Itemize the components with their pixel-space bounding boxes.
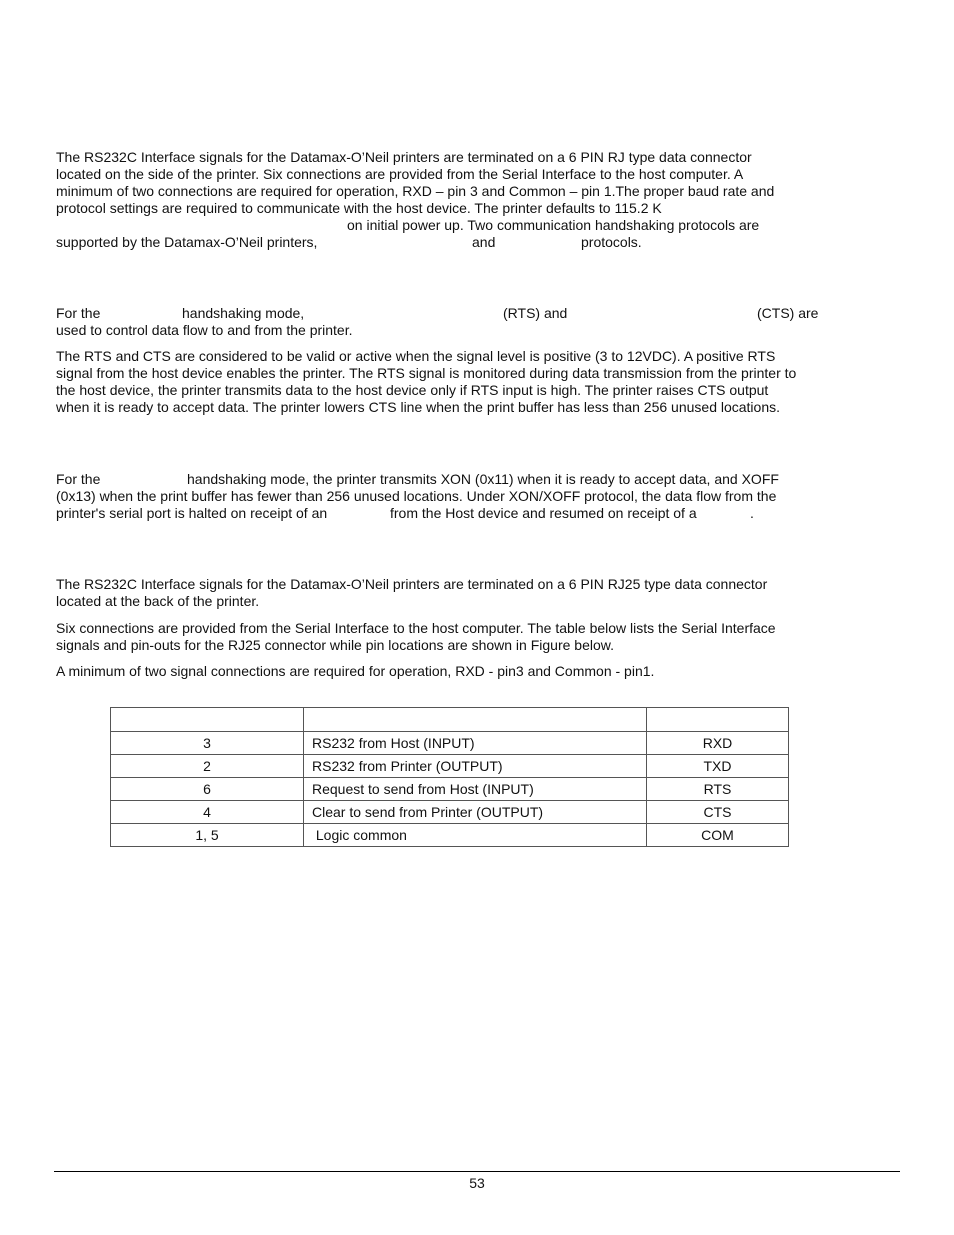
signal-cell: CTS [647,801,789,824]
text-fragment: and [472,234,496,250]
description-cell: Request to send from Host (INPUT) [304,778,647,801]
paragraph-line: The RTS and CTS are considered to be valid or active when the signal level is positive (3 to 12VDC). A positive RTS [56,348,776,364]
signal-cell: TXD [647,755,789,778]
text-fragment: from the Host device and resumed on receipt of a [390,505,697,521]
paragraph-line: minimum of two connections are required for operation, RXD – pin 3 and Common – pin 1.The proper baud rate and [56,183,775,199]
table-row [111,801,789,824]
paragraph-line: used to control data flow to and from the printer. [56,322,353,338]
signal-cell: COM [647,824,789,847]
pin-cell: 2 [111,755,304,778]
pin-table [110,707,789,847]
text-fragment: For the [56,471,101,487]
header-cell [647,708,789,732]
signal-cell: RTS [647,778,789,801]
paragraph-line: when it is ready to accept data. The printer lowers CTS line when the print buffer has less than 256 unused locations. [56,399,781,415]
description-cell: Clear to send from Printer (OUTPUT) [304,801,647,824]
table-row [111,755,789,778]
paragraph-line: A minimum of two signal connections are required for operation, RXD - pin3 and Common - pin1. [56,663,655,679]
text-fragment: handshaking mode, the printer transmits XON (0x11) when it is ready to accept data, and XOFF [187,471,779,487]
paragraph-line: supported by the Datamax-O’Neil printers, [56,234,318,250]
text-fragment: (RTS) and [503,305,568,321]
table-row [111,732,789,755]
signal-cell: RXD [647,732,789,755]
pin-cell: 6 [111,778,304,801]
text-fragment: printer's serial port is halted on receipt of an [56,505,328,521]
page-number: 53 [469,1175,485,1191]
pin-cell: 1, 5 [111,824,304,847]
text-fragment: . [750,505,754,521]
paragraph-line: the host device, the printer transmits data to the host device only if RTS input is high. The printer raises CTS output [56,382,769,398]
text-fragment: handshaking mode, [182,305,305,321]
paragraph-line: protocol settings are required to communicate with the host device. The printer defaults to 115.2 K [56,200,662,216]
paragraph-line: The RS232C Interface signals for the Datamax-O’Neil printers are terminated on a 6 PIN RJ type data connector [56,149,752,165]
paragraph-line: (0x13) when the print buffer has fewer than 256 unused locations. Under XON/XOFF protocol, the data flow from the [56,488,777,504]
description-cell: Logic common [304,824,647,847]
text-fragment: (CTS) are [757,305,819,321]
footer-rule [54,1171,900,1172]
paragraph-line: located at the back of the printer. [56,593,260,609]
text-fragment: For the [56,305,101,321]
pin-cell: 4 [111,801,304,824]
paragraph-line: The RS232C Interface signals for the Datamax-O’Neil printers are terminated on a 6 PIN RJ25 type data connector [56,576,768,592]
table-row [111,824,789,847]
header-cell [111,708,304,732]
paragraph-line: Six connections are provided from the Serial Interface to the host computer. The table below lists the Serial Interface [56,620,776,636]
table-header-row [111,708,789,732]
paragraph-line: signal from the host device enables the printer. The RTS signal is monitored during data transmission from the printer to [56,365,797,381]
description-cell: RS232 from Host (INPUT) [304,732,647,755]
description-cell: RS232 from Printer (OUTPUT) [304,755,647,778]
paragraph-line: located on the side of the printer. Six connections are provided from the Serial Interface to the host computer. A [56,166,744,182]
paragraph-line: signals and pin-outs for the RJ25 connector while pin locations are shown in Figure below. [56,637,614,653]
header-cell [304,708,647,732]
pin-cell: 3 [111,732,304,755]
table-row [111,778,789,801]
paragraph-line: on initial power up. Two communication handshaking protocols are [347,217,760,233]
text-fragment: protocols. [581,234,642,250]
